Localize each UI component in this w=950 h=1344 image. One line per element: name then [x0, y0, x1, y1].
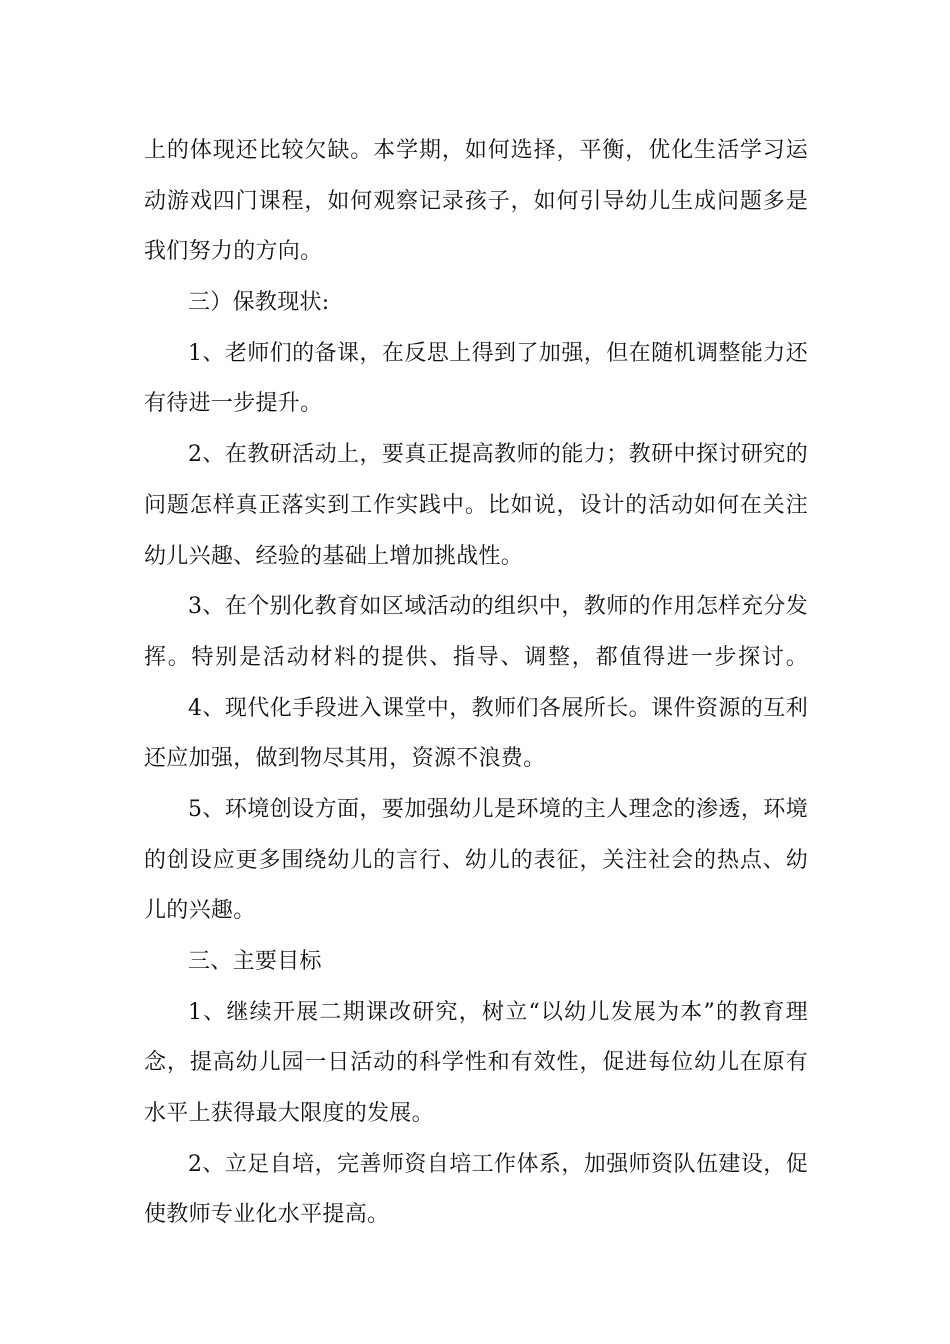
- text-line-7: 2、在教研活动上，要真正提高教师的能力；教研中探讨研究的: [188, 442, 808, 468]
- text-line-3: 我们努力的方向。: [144, 239, 323, 265]
- text-line-6: 有待进一步提升。: [144, 391, 323, 417]
- section-heading-status: 三）保教现状:: [188, 290, 330, 316]
- text-line-11: 挥。特别是活动材料的提供、指导、调整，都值得进一步探讨。: [144, 644, 808, 670]
- text-line-5: 1、老师们的备课，在反思上得到了加强，但在随机调整能力还: [188, 340, 808, 366]
- text-line-8: 问题怎样真正落实到工作实践中。比如说，设计的活动如何在关注: [144, 492, 808, 518]
- text-line-22: 使教师专业化水平提高。: [144, 1202, 390, 1228]
- text-line-20: 水平上获得最大限度的发展。: [144, 1101, 434, 1127]
- text-line-2: 动游戏四门课程，如何观察记录孩子，如何引导幼儿生成问题多是: [144, 188, 808, 214]
- text-line-14: 5、环境创设方面，要加强幼儿是环境的主人理念的渗透，环境: [188, 796, 808, 822]
- text-line-15: 的创设应更多围绕幼儿的言行、幼儿的表征，关注社会的热点、幼: [144, 847, 808, 873]
- text-line-18: 1、继续开展二期课改研究，树立“以幼儿发展为本”的教育理: [188, 999, 808, 1025]
- text-line-21: 2、立足自培，完善师资自培工作体系，加强师资队伍建设，促: [188, 1151, 808, 1177]
- text-line-1: 上的体现还比较欠缺。本学期，如何选择，平衡，优化生活学习运: [144, 138, 808, 163]
- section-heading-goals: 三、主要目标: [188, 949, 322, 974]
- text-line-9: 幼儿兴趣、经验的基础上增加挑战性。: [144, 543, 524, 569]
- text-line-13: 还应加强，做到物尽其用，资源不浪费。: [144, 746, 546, 772]
- text-line-10: 3、在个别化教育如区域活动的组织中，教师的作用怎样充分发: [188, 594, 808, 620]
- text-line-12: 4、现代化手段进入课堂中，教师们各展所长。课件资源的互利: [188, 695, 808, 721]
- document-body: [144, 126, 808, 1241]
- text-line-16: 儿的兴趣。: [144, 898, 256, 924]
- text-line-19: 念，提高幼儿园一日活动的科学性和有效性，促进每位幼儿在原有: [144, 1050, 808, 1076]
